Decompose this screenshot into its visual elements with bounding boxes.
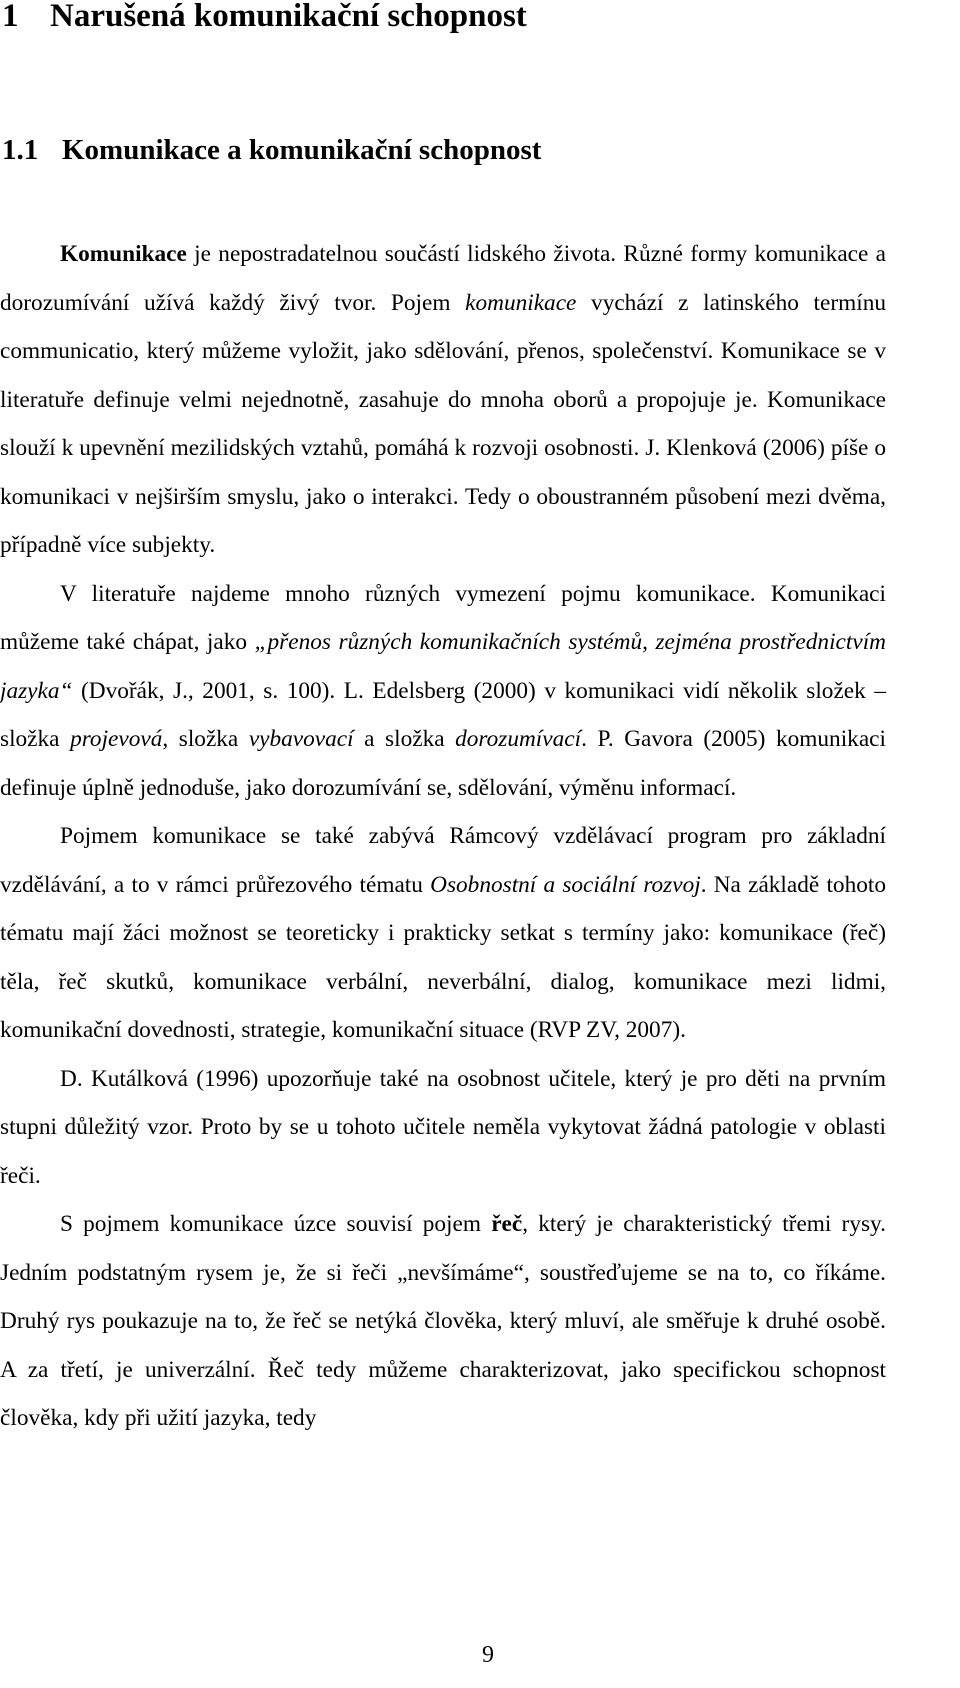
body-text bbox=[0, 230, 886, 1443]
chapter-number: 1 bbox=[2, 0, 19, 34]
italic-term: projevová bbox=[70, 726, 163, 752]
paragraph-text: S pojmem komunikace úzce souvisí pojem bbox=[60, 1211, 492, 1237]
paragraph-text: Pojmem komunikace se také zabývá Rámcový vzdělávací program pro základní vzdělávání, a to v rámci průřezového tématu bbox=[0, 823, 886, 898]
page-number: 9 bbox=[482, 1642, 494, 1668]
paragraph-5 bbox=[0, 1200, 886, 1443]
page-footer bbox=[0, 1640, 960, 1670]
paragraph-text: . P. Gavora (2005) komunikaci definuje úplně jednoduše, jako dorozumívání se, sdělování, výměnu informací. bbox=[0, 726, 886, 801]
italic-term: dorozumívací bbox=[455, 726, 582, 752]
paragraph-text: (Dvořák, J., 2001, s. 100). L. Edelsberg (2000) v komunikaci vidí několik složek – složka bbox=[0, 677, 886, 752]
paragraph-text: , složka bbox=[162, 726, 249, 752]
paragraph-1 bbox=[0, 230, 886, 570]
bold-term: Komunikace bbox=[60, 241, 187, 267]
italic-quote: „přenos různých komunikačních systémů, zejména prostřednictvím jazyka“ bbox=[0, 629, 886, 704]
paragraph-text: D. Kutálková (1996) upozorňuje také na osobnost učitele, který je pro děti na prvním stupni důležitý vzor. Proto by se u tohoto učitele neměla vykytovat žádná patologie v oblasti řeči. bbox=[0, 1065, 886, 1189]
chapter-title: Narušená komunikační schopnost bbox=[50, 0, 527, 34]
chapter-heading bbox=[2, 0, 527, 36]
section-number: 1.1 bbox=[2, 134, 39, 166]
paragraph-text: je nepostradatelnou součástí lidského života. Různé formy komunikace a dorozumívání užívá každý živý tvor. Pojem bbox=[0, 241, 886, 316]
italic-term: Osobnostní a sociální rozvoj bbox=[430, 871, 701, 898]
paragraph-text: . Na základě tohoto tématu mají žáci možnost se teoreticky i prakticky setkat s termíny jako: komunikace (řeč) těla, řeč skutků, komunikace verbální, neverbální, dialog, komunikace mezi lidmi, komunikační dovednosti, strategie, komunikační situace (RVP ZV, 2007). bbox=[0, 871, 886, 1043]
paragraph-3 bbox=[0, 812, 886, 1055]
section-title: Komunikace a komunikační schopnost bbox=[62, 134, 542, 166]
paragraph-text: V literatuře najdeme mnoho různých vymezení pojmu komunikace. Komunikaci můžeme také chápat, jako bbox=[0, 580, 886, 655]
section-heading bbox=[2, 132, 541, 168]
paragraph-text: a složka bbox=[353, 726, 456, 752]
paragraph-text: , který je charakteristický třemi rysy. Jedním podstatným rysem je, že si řeči „nevšímáme“, soustřeďujeme se na to, co říkáme. Druhý rys poukazuje na to, že řeč se netýká člověka, který mluví, ale směřuje k druhé osobě. A za třetí, je univerzální. Řeč tedy můžeme charakterizovat, jako specifickou schopnost člověka, kdy při užití jazyka, tedy bbox=[0, 1211, 886, 1431]
paragraph-text: vychází z latinského termínu communicatio, který můžeme vyložit, jako sdělování, přenos, společenství. Komunikace se v literatuře definuje velmi nejednotně, zasahuje do mnoha oborů a propojuje je. Komunikace slouží k upevnění mezilidských vztahů, pomáhá k rozvoji osobnosti. J. Klenková (2006) píše o komunikaci v nejširším smyslu, jako o interakci. Tedy o oboustranném působení mezi dvěma, případně více subjekty. bbox=[0, 289, 887, 558]
italic-term: komunikace bbox=[465, 289, 577, 316]
paragraph-4 bbox=[0, 1055, 886, 1201]
italic-term: vybavovací bbox=[248, 726, 354, 752]
bold-term: řeč bbox=[491, 1211, 523, 1237]
paragraph-2 bbox=[0, 570, 886, 813]
